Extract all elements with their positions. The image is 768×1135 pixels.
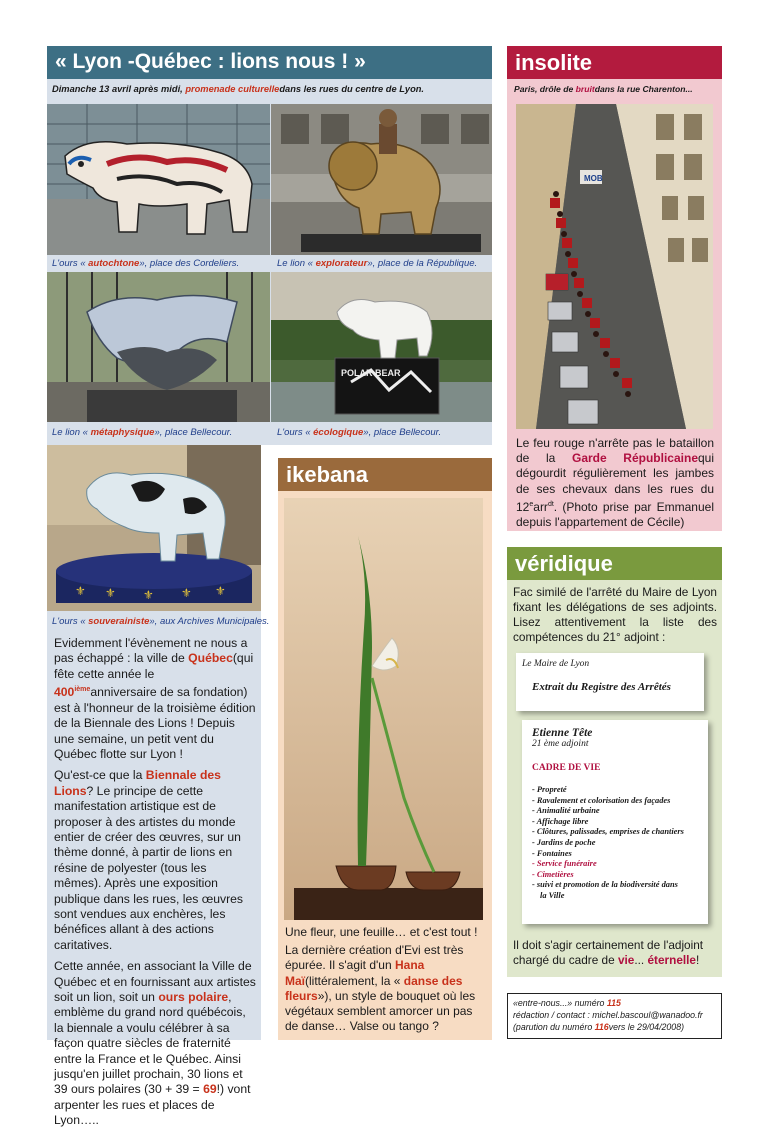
adjoint-role: 21 ème adjoint xyxy=(532,739,589,749)
footer-next-num: 116 xyxy=(594,1022,609,1032)
outro-vie: vie xyxy=(617,953,635,967)
lyon-paragraph-3 xyxy=(54,959,256,1128)
insolite-caption-hl: bruit xyxy=(575,84,595,94)
outro-a: Il doit s'agir certainement de l'adjoint chargé du cadre de xyxy=(513,938,704,967)
veridique-header xyxy=(507,547,722,580)
outro-c: ! xyxy=(696,953,700,967)
caption-explorateur xyxy=(277,258,477,269)
p1-b: (qui fête cette année le xyxy=(54,651,254,681)
lyon-paragraph-2 xyxy=(54,768,256,953)
p3-69: 69 xyxy=(203,1082,217,1097)
ikebana-text-a: La dernière création d'Evi est très épurée. Il s'agit d'un xyxy=(285,943,464,973)
arrete-registre: Extrait du Registre des Arrêtés xyxy=(532,681,671,693)
p3-ours: ours polaire xyxy=(158,990,229,1004)
insolite-header xyxy=(507,46,722,79)
competence-item: - Service funéraire xyxy=(532,859,597,869)
ikebana-header xyxy=(278,458,492,491)
footer-next-post: vers le 29/04/2008) xyxy=(608,1022,685,1032)
competence-item: la Ville xyxy=(540,890,565,900)
lyon-header xyxy=(47,46,492,79)
insolite-text-garde: Garde Républicaine xyxy=(571,451,698,466)
svg-text:⚜: ⚜ xyxy=(215,584,226,598)
competence-item: - Ravalement et colorisation des façades xyxy=(532,795,671,805)
lyon-subtitle-pre: Dimanche 13 avril après midi, xyxy=(52,84,186,94)
competence-item: - Clôtures, palissades, emprises de chantiers xyxy=(532,827,684,837)
competence-item: - Jardins de poche xyxy=(532,837,596,847)
svg-text:⚜: ⚜ xyxy=(105,586,116,600)
lyon-subtitle-highlight: promenade culturelle xyxy=(185,84,280,94)
arrete-maire: Le Maire de Lyon xyxy=(522,659,590,669)
p3-b: , emblème du grand nord québécois, la biennale a voulu célébrer à sa façon quatre siècles de fraternité entre la France et le Québec. Ainsi jusqu'en juillet prochain, 30 lions et 39 ours polaires (30 + 39 = xyxy=(54,990,246,1097)
insolite-text-c: . (Photo prise par Emmanuel depuis l'appartement de Cécile) xyxy=(516,499,714,530)
footer-issue-pre: «entre-nous...» numéro xyxy=(513,998,607,1008)
photo-ikebana xyxy=(284,498,483,920)
p2-a: Qu'est-ce que la xyxy=(54,768,146,783)
ikebana-paragraph xyxy=(285,943,485,1034)
veridique-title: véridique xyxy=(515,551,613,576)
p1-400: 400 xyxy=(54,685,75,700)
caption-metaphysique-hl: métaphysique xyxy=(90,427,155,438)
insolite-caption-pre: Paris, drôle de xyxy=(514,84,576,94)
caption-metaphysique-pre: Le lion « xyxy=(52,427,91,438)
lyon-title: « Lyon -Québec : lions nous ! » xyxy=(55,50,366,73)
caption-autochtone-hl: autochtone xyxy=(88,258,140,269)
ikebana-text xyxy=(285,925,485,1034)
veridique-outro xyxy=(513,938,719,968)
caption-metaphysique-post: », place Bellecour. xyxy=(154,427,233,438)
arrete-delegation-doc xyxy=(522,720,708,924)
photo-ours-souverainiste xyxy=(47,445,261,611)
insolite-text-a: Le feu rouge n'arrête pas le bataillon de la xyxy=(516,436,714,466)
arrete-header-doc xyxy=(516,653,704,711)
ikebana-hana-mai: Hana Maï xyxy=(285,958,425,988)
caption-ecologique-post: », place Bellecour. xyxy=(363,427,442,438)
caption-metaphysique xyxy=(52,427,232,438)
p1-quebec: Québec xyxy=(188,651,233,666)
photo-ours-autochtone xyxy=(47,104,270,255)
competences-list xyxy=(532,785,698,902)
photo-garde-republicaine xyxy=(516,104,713,429)
svg-text:⚜: ⚜ xyxy=(75,584,86,598)
competence-item: - Propreté xyxy=(532,785,567,794)
lyon-article xyxy=(54,636,256,1135)
caption-autochtone xyxy=(52,258,239,269)
footer-contact: rédaction / contact : michel.bascoul@wanadoo.fr xyxy=(513,1010,703,1020)
cadre-de-vie: CADRE DE VIE xyxy=(532,763,601,773)
ikebana-text-c: »), un style de bouquet où les végétaux semblent amorcer un pas de danse… Valse ou tango ? xyxy=(285,988,476,1034)
footer-next xyxy=(513,1021,716,1033)
p1-a: Evidemment l'évènement ne nous a pas échappé : la ville de xyxy=(54,636,248,666)
outro-eternelle: éternelle xyxy=(647,953,696,967)
p2-b: ? Le principe de cette manifestation artistique est de proposer à des artistes du monde entier de créer des œuvres, sur un thème donné, à partir de lions en résine de polyester (tous les mêmes). Après une exposition publique dans les rues, les œuvres sont vendues aux enchères, les bénéfices allant à des actions caritatives. xyxy=(54,783,244,952)
competence-item: - Cimetières xyxy=(532,869,574,879)
caption-ecologique-pre: L'ours « xyxy=(277,427,314,438)
caption-souverainiste-pre: L'ours « xyxy=(52,616,89,627)
competence-item: - Fontaines xyxy=(532,848,572,858)
caption-explorateur-pre: Le lion « xyxy=(277,258,316,269)
outro-b: ... xyxy=(634,953,648,967)
insolite-title: insolite xyxy=(515,50,593,75)
caption-explorateur-post: », place de la République. xyxy=(367,258,478,269)
insolite-caption xyxy=(514,84,693,94)
ikebana-title: ikebana xyxy=(286,462,368,487)
photo-ours-ecologique xyxy=(271,272,492,422)
veridique-intro: Fac similé de l'arrêté du Maire de Lyon fixant les délégations de ses adjoints. Lisez attentivement la liste des compétences du 21° adjoint : xyxy=(513,585,717,644)
svg-text:⚜: ⚜ xyxy=(181,586,192,600)
caption-souverainiste-hl: souverainiste xyxy=(88,616,150,627)
lyon-paragraph-1 xyxy=(54,636,256,762)
p3-c: !) vont arpenter les rues et places de Lyon….. xyxy=(54,1082,251,1128)
caption-ecologique-hl: écologique xyxy=(313,427,364,438)
insolite-text xyxy=(516,436,714,530)
ikebana-danse: danse des fleurs xyxy=(285,973,463,1003)
footer-issue-num: 115 xyxy=(606,998,621,1008)
caption-explorateur-hl: explorateur xyxy=(315,258,368,269)
insolite-text-dt: dt xyxy=(547,500,554,508)
p1-c: anniversaire de sa fondation) est à l'honneur de la troisième édition de la Biennale des Lions ! Depuis une semaine, un petit vent du Québec flotte sur Lyon ! xyxy=(54,685,256,761)
caption-autochtone-post: », place des Cordeliers. xyxy=(139,258,240,269)
insolite-text-b: qui dégourdit régulièrement les jambes de ses chevaux dans les rues du 12 xyxy=(516,451,715,514)
photo-lion-metaphysique xyxy=(47,272,270,422)
lyon-subtitle xyxy=(52,84,492,94)
footer-box xyxy=(507,993,722,1039)
competence-item: - Animalité urbaine xyxy=(532,806,600,816)
p1-ieme: ième xyxy=(74,686,91,694)
insolite-text-arr: arr xyxy=(533,499,548,514)
mob-sign: MOB xyxy=(584,174,603,183)
ikebana-line-1: Une fleur, une feuille… et c'est tout ! xyxy=(285,925,478,939)
caption-souverainiste xyxy=(52,616,269,627)
caption-ecologique xyxy=(277,427,441,438)
footer-next-pre: (parution du numéro xyxy=(513,1022,595,1032)
p2-biennale: Biennale des Lions xyxy=(54,768,221,798)
insolite-text-e: e xyxy=(529,500,534,508)
graffiti-text: POLAR BEAR xyxy=(341,368,401,378)
competence-item: - suivi et promotion de la biodiversité dans xyxy=(532,880,678,890)
competence-item: - Affichage libre xyxy=(532,816,589,826)
ikebana-text-b: (littéralement, la « xyxy=(305,973,404,988)
caption-souverainiste-post: », aux Archives Municipales. xyxy=(149,616,270,627)
footer-issue xyxy=(513,997,716,1009)
caption-autochtone-pre: L'ours « xyxy=(52,258,89,269)
svg-text:⚜: ⚜ xyxy=(143,588,154,602)
lyon-subtitle-post: dans les rues du centre de Lyon. xyxy=(279,84,425,94)
adjoint-name: Etienne Tête xyxy=(532,727,593,739)
photo-lion-explorateur xyxy=(271,104,492,255)
p3-a: Cette année, en associant la Ville de Québec et en fournissant aux artistes soit un lion, soit un xyxy=(54,959,256,1004)
insolite-caption-post: dans la rue Charenton... xyxy=(594,84,693,94)
